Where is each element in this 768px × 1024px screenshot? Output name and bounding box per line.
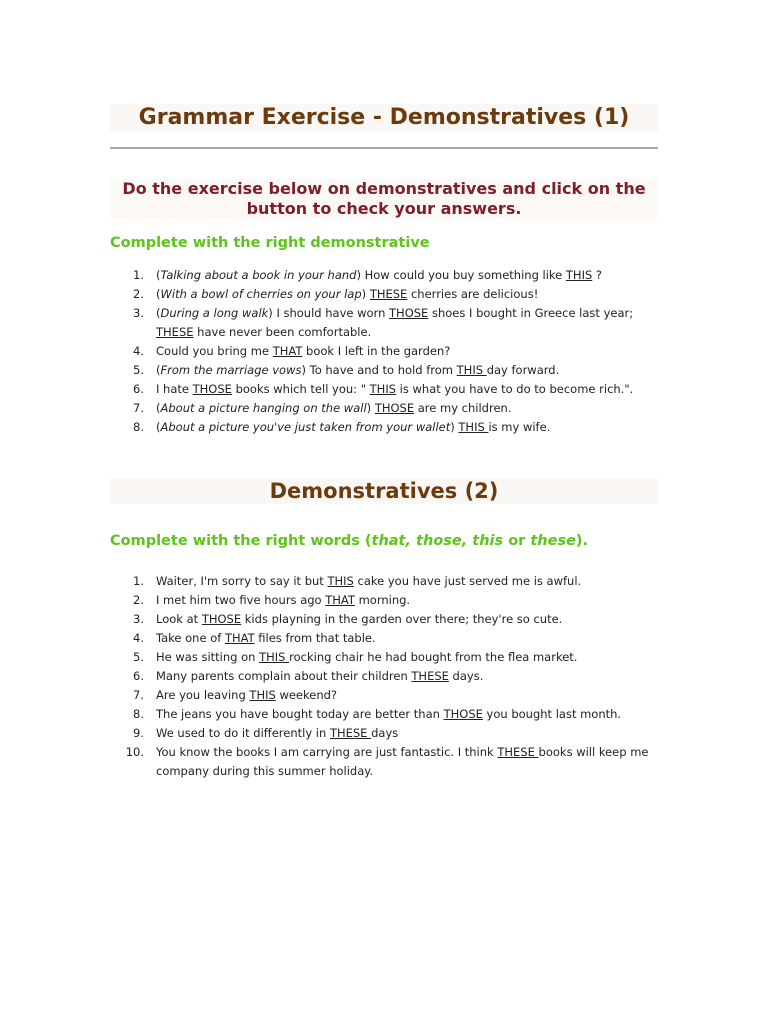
- exercise1-list: [110, 266, 658, 437]
- item-number: 1.: [133, 574, 144, 588]
- item-answer: THOSE: [443, 707, 483, 721]
- context-paren: (: [156, 401, 161, 415]
- item-context: About a picture hanging on the wall: [160, 401, 367, 415]
- item-text: Take one of: [156, 631, 225, 645]
- item-text: shoes I bought in Greece last year;: [428, 306, 634, 320]
- item-answer: THOSE: [192, 382, 232, 396]
- list-item: [110, 418, 658, 437]
- item-text: is what you have to do to become rich.".: [396, 382, 634, 396]
- item-number: 6.: [133, 669, 144, 683]
- item-number: 1.: [133, 268, 144, 282]
- item-text: files from that table.: [254, 631, 376, 645]
- heading-or: or: [503, 533, 531, 549]
- context-paren: (: [156, 420, 161, 434]
- item-text: ): [366, 401, 375, 415]
- item-text: ) To have and to hold from: [301, 363, 457, 377]
- horizontal-divider: [110, 147, 658, 149]
- list-item: [110, 610, 658, 629]
- item-text: Look at: [156, 612, 202, 626]
- item-text: days: [371, 726, 399, 740]
- item-answer: THIS: [249, 688, 276, 702]
- context-paren: (: [156, 287, 161, 301]
- item-number: 3.: [133, 612, 144, 626]
- item-answer: THOSE: [201, 612, 242, 626]
- context-paren: (: [156, 363, 161, 377]
- item-number: 5.: [133, 650, 144, 664]
- item-answer: THESE: [497, 745, 539, 759]
- item-text: ): [361, 287, 370, 301]
- item-text: ): [450, 420, 459, 434]
- list-item: [110, 304, 658, 342]
- item-text: Could you bring me: [156, 344, 273, 358]
- item-context: Talking about a book in your hand: [160, 268, 357, 282]
- item-text: books will keep me company during this summer holiday.: [156, 745, 649, 778]
- item-answer: THESE: [156, 325, 194, 339]
- item-answer: THAT: [272, 344, 303, 358]
- item-answer: THESE: [329, 726, 372, 740]
- item-answer: THIS: [456, 363, 487, 377]
- item-text: morning.: [354, 593, 411, 607]
- item-text: days.: [448, 669, 484, 683]
- item-text: We used to do it differently in: [156, 726, 330, 740]
- item-text: Are you leaving: [156, 688, 250, 702]
- list-item: [110, 648, 658, 667]
- list-item: [110, 686, 658, 705]
- item-answer: THIS: [259, 650, 290, 664]
- item-answer: THOSE: [374, 401, 415, 415]
- section2-title: Demonstratives (2): [110, 478, 658, 504]
- item-text: rocking chair he had bought from the flea market.: [289, 650, 578, 664]
- item-text: I hate: [156, 382, 193, 396]
- item-text: are my children.: [414, 401, 512, 415]
- exercise2-list: [110, 572, 658, 781]
- item-text: day forward.: [486, 363, 560, 377]
- list-item: [110, 380, 658, 399]
- item-number: 8.: [133, 420, 144, 434]
- item-text: ) How could you buy something like: [356, 268, 566, 282]
- item-text: books which tell you: ": [231, 382, 370, 396]
- item-context: From the marriage vows: [160, 363, 302, 377]
- item-answer: THAT: [224, 631, 255, 645]
- heading-text: Complete with the right words (: [110, 533, 372, 549]
- item-answer: THESE: [369, 287, 408, 301]
- heading-close: ).: [575, 533, 589, 549]
- list-item: [110, 266, 658, 285]
- item-context: About a picture you've just taken from your wallet: [160, 420, 451, 434]
- item-answer: THIS: [369, 382, 397, 396]
- item-number: 2.: [133, 593, 144, 607]
- item-number: 8.: [133, 707, 144, 721]
- item-text: cherries are delicious!: [407, 287, 539, 301]
- exercise1-heading: Complete with the right demonstrative: [110, 235, 430, 251]
- item-answer: THOSE: [389, 306, 429, 320]
- list-item: [110, 361, 658, 380]
- item-number: 6.: [133, 382, 144, 396]
- item-text: kids playning in the garden over there; they're so cute.: [241, 612, 563, 626]
- item-number: 5.: [133, 363, 144, 377]
- item-text: you bought last month.: [482, 707, 622, 721]
- item-text: book I left in the garden?: [302, 344, 451, 358]
- item-number: 7.: [133, 688, 144, 702]
- list-item: [110, 591, 658, 610]
- item-answer: THIS: [327, 574, 354, 588]
- item-answer: THIS: [565, 268, 593, 282]
- item-answer: THAT: [325, 593, 355, 607]
- item-context: With a bowl of cherries on your lap: [160, 287, 362, 301]
- item-text: Waiter, I'm sorry to say it but: [156, 574, 328, 588]
- item-number: 3.: [133, 306, 144, 320]
- list-item: [110, 743, 658, 781]
- item-number: 9.: [133, 726, 144, 740]
- heading-last-word: these: [530, 533, 576, 549]
- item-number: 2.: [133, 287, 144, 301]
- context-paren: (: [156, 306, 161, 320]
- heading-words: that, those, this: [371, 533, 504, 549]
- exercise2-heading: [110, 533, 588, 549]
- item-answer: THESE: [411, 669, 449, 683]
- item-number: 4.: [133, 344, 144, 358]
- item-text: is my wife.: [488, 420, 551, 434]
- item-text: I met him two five hours ago: [156, 593, 326, 607]
- item-text: have never been comfortable.: [193, 325, 372, 339]
- list-item: [110, 629, 658, 648]
- item-number: 10.: [125, 745, 144, 759]
- item-text: weekend?: [275, 688, 338, 702]
- item-text: The jeans you have bought today are better than: [156, 707, 444, 721]
- item-text: Many parents complain about their children: [156, 669, 412, 683]
- list-item: [110, 724, 658, 743]
- page-title: Grammar Exercise - Demonstratives (1): [110, 104, 658, 131]
- list-item: [110, 705, 658, 724]
- item-text: cake you have just served me is awful.: [353, 574, 582, 588]
- list-item: [110, 399, 658, 418]
- list-item: [110, 285, 658, 304]
- intro-text: Do the exercise below on demonstratives and click on the button to check your answers.: [110, 179, 658, 219]
- context-paren: (: [156, 268, 161, 282]
- item-text: He was sitting on: [156, 650, 260, 664]
- item-answer: THIS: [458, 420, 489, 434]
- list-item: [110, 342, 658, 361]
- list-item: [110, 667, 658, 686]
- item-number: 7.: [133, 401, 144, 415]
- item-context: During a long walk: [160, 306, 269, 320]
- item-text: ) I should have worn: [268, 306, 390, 320]
- item-text: ?: [592, 268, 603, 282]
- item-number: 4.: [133, 631, 144, 645]
- item-text: You know the books I am carrying are just fantastic. I think: [156, 745, 498, 759]
- list-item: [110, 572, 658, 591]
